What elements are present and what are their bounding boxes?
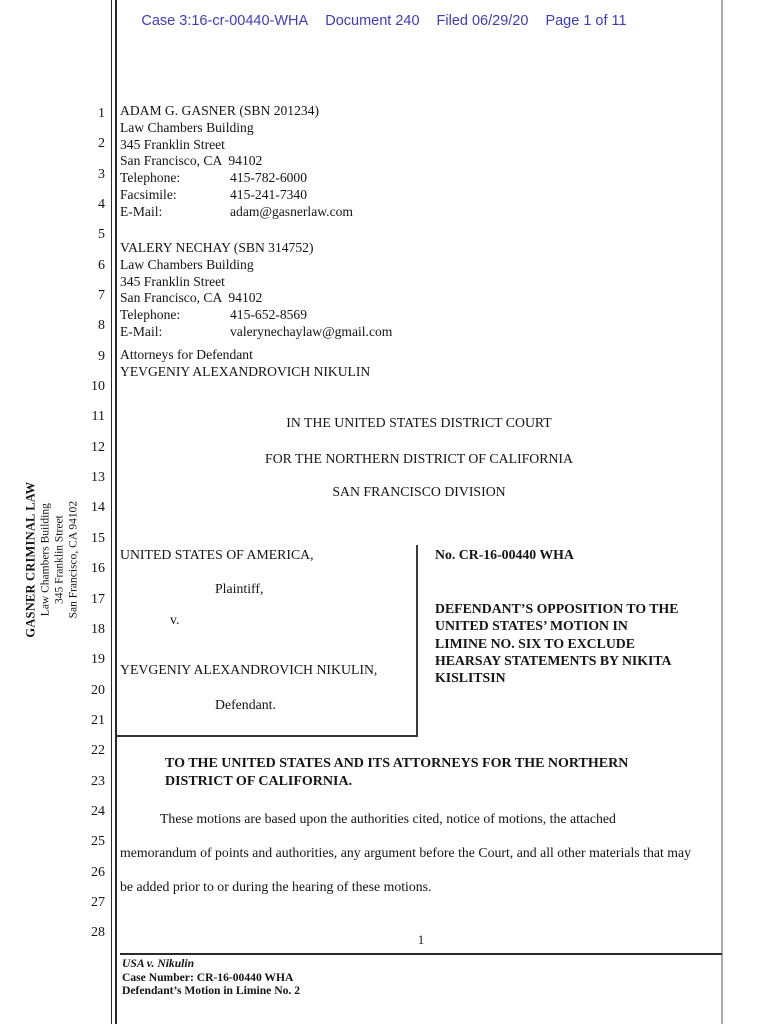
line-number: 13 bbox=[91, 470, 105, 486]
court-district: FOR THE NORTHERN DISTRICT OF CALIFORNIA bbox=[265, 451, 573, 466]
line-number: 24 bbox=[91, 803, 105, 819]
attorney-name: ADAM G. GASNER (SBN 201234) bbox=[120, 103, 320, 118]
notice-heading bbox=[165, 755, 628, 791]
contact-value: 415-652-8569 bbox=[230, 307, 308, 323]
contact-value: valerynechaylaw@gmail.com bbox=[230, 323, 393, 339]
left-double-rule bbox=[111, 0, 117, 1024]
notice-heading-line: DISTRICT OF CALIFORNIA. bbox=[165, 773, 353, 789]
attorney-address-line: San Francisco, CA 94102 bbox=[120, 290, 263, 306]
representation-line: Attorneys for Defendant bbox=[120, 347, 253, 362]
line-number: 8 bbox=[98, 318, 105, 334]
contact-label: Telephone: bbox=[120, 307, 181, 323]
line-number: 26 bbox=[91, 864, 105, 880]
line-number: 2 bbox=[98, 136, 105, 152]
line-number: 18 bbox=[91, 621, 105, 637]
attorney-block-gasner bbox=[120, 103, 353, 221]
attorney-block-nechay bbox=[120, 240, 392, 341]
caption-versus: v. bbox=[170, 612, 180, 627]
line-number: 11 bbox=[91, 409, 105, 425]
caption-defendant-role: Defendant. bbox=[215, 697, 276, 712]
represented-party: YEVGENIY ALEXANDROVICH NIKULIN bbox=[120, 363, 371, 379]
case-number: No. CR-16-00440 WHA bbox=[435, 547, 574, 562]
contact-label: E-Mail: bbox=[120, 203, 163, 219]
paragraph-line: These motions are based upon the authorities cited, notice of motions, the attached bbox=[160, 811, 616, 826]
representation-block bbox=[120, 347, 370, 381]
notice-heading-line: TO THE UNITED STATES AND ITS ATTORNEYS FOR THE NORTHERN bbox=[165, 756, 629, 771]
line-number: 20 bbox=[91, 682, 105, 698]
line-number: 25 bbox=[91, 834, 105, 850]
caption-plaintiff-role: Plaintiff, bbox=[215, 581, 264, 596]
line-number: 7 bbox=[98, 288, 105, 304]
line-number: 3 bbox=[98, 166, 105, 182]
attorney-contact-row bbox=[120, 187, 353, 204]
ecf-case-number: Case 3:16-cr-00440-WHA bbox=[141, 13, 309, 29]
line-number: 15 bbox=[91, 530, 105, 546]
ecf-document-number: Document 240 bbox=[325, 13, 420, 29]
motion-title-line: HEARSAY STATEMENTS BY NIKITA bbox=[435, 652, 672, 668]
motion-title bbox=[435, 600, 718, 686]
motion-title-line: UNITED STATES’ MOTION IN bbox=[435, 618, 628, 634]
court-name: IN THE UNITED STATES DISTRICT COURT bbox=[286, 415, 552, 430]
ecf-filed-date: Filed 06/29/20 bbox=[436, 13, 529, 29]
line-number: 23 bbox=[91, 773, 105, 789]
attorney-contact-row bbox=[120, 170, 353, 187]
footer-case-name: USA v. Nikulin bbox=[122, 957, 195, 970]
line-number: 16 bbox=[91, 561, 105, 577]
footer-block bbox=[122, 957, 300, 998]
line-number: 12 bbox=[91, 439, 105, 455]
firm-address-line: Law Chambers Building bbox=[39, 503, 52, 617]
contact-value: 415-782-6000 bbox=[230, 170, 308, 186]
line-number: 9 bbox=[98, 348, 105, 364]
footer-document-title: Defendant’s Motion in Limine No. 2 bbox=[122, 984, 300, 998]
firm-sidebar bbox=[23, 428, 80, 692]
line-number: 5 bbox=[98, 227, 105, 243]
court-division: SAN FRANCISCO DIVISION bbox=[332, 484, 506, 499]
line-number: 10 bbox=[91, 379, 105, 395]
attorney-address-line: 345 Franklin Street bbox=[120, 273, 225, 289]
attorney-address-line: Law Chambers Building bbox=[120, 256, 254, 272]
footer-rule bbox=[120, 953, 722, 955]
firm-address-line: San Francisco, CA 94102 bbox=[67, 500, 80, 619]
line-number: 27 bbox=[91, 894, 105, 910]
line-number: 19 bbox=[91, 652, 105, 668]
ecf-page-count: Page 1 of 11 bbox=[545, 13, 627, 29]
motion-title-line: DEFENDANT’S OPPOSITION TO THE bbox=[435, 601, 679, 616]
attorney-address-line: San Francisco, CA 94102 bbox=[120, 153, 263, 169]
caption-vertical-divider bbox=[416, 545, 418, 736]
caption-plaintiff: UNITED STATES OF AMERICA, bbox=[120, 547, 314, 562]
body-paragraph bbox=[120, 810, 691, 912]
contact-label: Facsimile: bbox=[120, 186, 177, 202]
caption-bottom-divider bbox=[117, 735, 418, 737]
line-number: 17 bbox=[91, 591, 105, 607]
firm-name: GASNER CRIMINAL LAW bbox=[23, 481, 38, 638]
contact-label: E-Mail: bbox=[120, 323, 163, 339]
page-number: 1 bbox=[417, 933, 425, 947]
attorney-contact-row bbox=[120, 324, 392, 341]
line-number: 6 bbox=[98, 257, 105, 273]
line-number: 22 bbox=[91, 743, 105, 759]
firm-address-line: 345 Franklin Street bbox=[53, 515, 66, 605]
caption-defendant: YEVGENIY ALEXANDROVICH NIKULIN, bbox=[120, 662, 378, 677]
contact-label: Telephone: bbox=[120, 170, 181, 186]
attorney-contact-row bbox=[120, 204, 353, 221]
paragraph-line: memorandum of points and authorities, any argument before the Court, and all other materials that may bbox=[120, 845, 692, 860]
contact-value: adam@gasnerlaw.com bbox=[230, 203, 353, 219]
attorney-address-line: Law Chambers Building bbox=[120, 119, 254, 135]
attorney-contact-row bbox=[120, 307, 392, 324]
motion-title-line: LIMINE NO. SIX TO EXCLUDE bbox=[435, 635, 635, 651]
attorney-name: VALERY NECHAY (SBN 314752) bbox=[120, 240, 314, 255]
line-number: 4 bbox=[98, 197, 105, 213]
motion-title-line: KISLITSIN bbox=[435, 670, 506, 686]
line-number: 21 bbox=[91, 712, 105, 728]
line-number: 1 bbox=[98, 106, 105, 121]
paragraph-line: be added prior to or during the hearing of these motions. bbox=[120, 879, 432, 894]
line-number: 28 bbox=[91, 925, 105, 941]
right-margin-rule bbox=[721, 0, 723, 1024]
line-number: 14 bbox=[91, 500, 105, 516]
footer-case-number: Case Number: CR-16-00440 WHA bbox=[122, 970, 294, 984]
contact-value: 415-241-7340 bbox=[230, 186, 308, 202]
attorney-address-line: 345 Franklin Street bbox=[120, 136, 225, 152]
